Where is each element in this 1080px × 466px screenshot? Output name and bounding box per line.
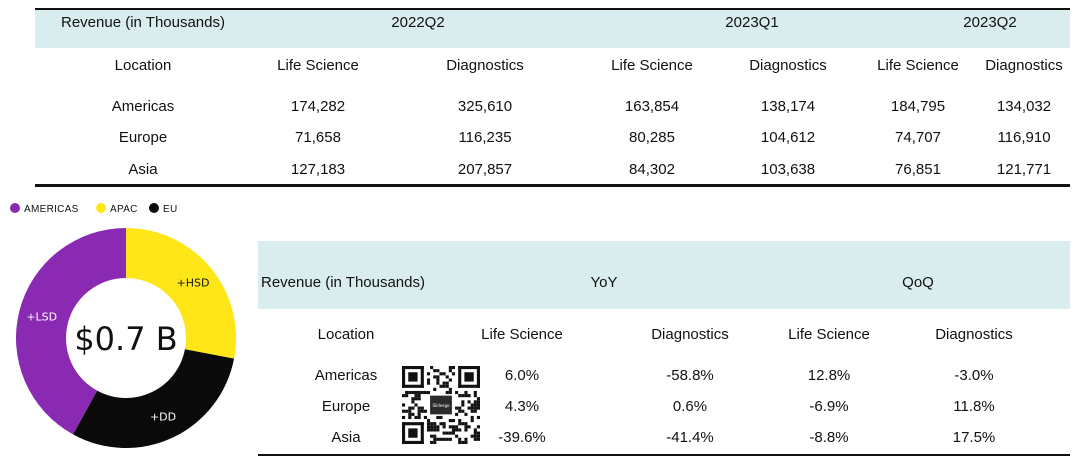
donut-slice-label: +HSD bbox=[176, 276, 210, 290]
table-cell: 0.6% bbox=[672, 398, 708, 415]
table-cell: 80,285 bbox=[629, 129, 675, 146]
qr-code-icon[interactable] bbox=[402, 366, 480, 444]
table-cell: 174,282 bbox=[290, 98, 346, 115]
donut-slice-label: +DD bbox=[149, 410, 177, 424]
table-cell: 116,910 bbox=[997, 129, 1051, 146]
table-bottom-rule bbox=[35, 184, 1070, 187]
top-segment-header: Life Science bbox=[877, 57, 959, 74]
table-cell: 6.0% bbox=[504, 367, 540, 384]
table-cell: 17.5% bbox=[952, 429, 996, 446]
table-cell: 134,032 bbox=[996, 98, 1052, 115]
table-cell: 4.3% bbox=[504, 398, 540, 415]
bottom-row-location: Europe bbox=[321, 398, 371, 415]
top-row-location: Americas bbox=[111, 98, 175, 115]
legend-label: EU bbox=[163, 204, 178, 215]
top-row-location: Europe bbox=[118, 129, 168, 146]
top-segment-header: Life Science bbox=[611, 57, 693, 74]
table-cell: 121,771 bbox=[996, 161, 1052, 178]
table-cell: -3.0% bbox=[954, 367, 994, 384]
table-bottom-rule bbox=[258, 454, 1070, 456]
table-cell: 163,854 bbox=[624, 98, 680, 115]
legend-item-eu bbox=[149, 203, 178, 215]
donut-center-total: $0.7 B bbox=[74, 320, 178, 358]
table-cell: 184,795 bbox=[890, 98, 946, 115]
top-segment-header: Diagnostics bbox=[985, 57, 1063, 74]
top-row-location: Asia bbox=[128, 161, 158, 178]
donut-slice-label: +LSD bbox=[26, 310, 58, 324]
top-segment-header: Diagnostics bbox=[446, 57, 524, 74]
table-cell: 104,612 bbox=[760, 129, 816, 146]
top-period-2023q2: 2023Q2 bbox=[963, 14, 1017, 31]
table-cell: 74,707 bbox=[895, 129, 941, 146]
legend-swatch-icon bbox=[149, 203, 159, 213]
table-cell: 71,658 bbox=[295, 129, 341, 146]
bottom-segment-header: Diagnostics bbox=[935, 326, 1013, 343]
donut-slice-eu bbox=[73, 349, 234, 448]
table-cell: 76,851 bbox=[895, 161, 941, 178]
table-cell: 12.8% bbox=[807, 367, 851, 384]
table-cell: 116,235 bbox=[458, 129, 512, 146]
top-segment-header: Diagnostics bbox=[749, 57, 827, 74]
bottom-period-yoy: YoY bbox=[590, 274, 618, 291]
bottom-row-location: Americas bbox=[314, 367, 378, 384]
table-cell: 103,638 bbox=[760, 161, 816, 178]
top-period-2022q2: 2022Q2 bbox=[391, 14, 445, 31]
legend-item-americas bbox=[10, 203, 79, 215]
legend-label: APAC bbox=[110, 204, 138, 215]
table-cell: -39.6% bbox=[498, 429, 546, 446]
legend-item-apac bbox=[96, 203, 138, 215]
table-cell: -6.9% bbox=[809, 398, 849, 415]
bottom-segment-header: Life Science bbox=[788, 326, 870, 343]
legend-swatch-icon bbox=[10, 203, 20, 213]
top-revenue-table bbox=[35, 8, 1070, 188]
bottom-segment-header: Diagnostics bbox=[651, 326, 729, 343]
top-period-2023q1: 2023Q1 bbox=[725, 14, 779, 31]
table-cell: 11.8% bbox=[953, 398, 995, 415]
table-cell: 138,174 bbox=[760, 98, 816, 115]
qr-badge-text: Slidesgo bbox=[432, 403, 450, 409]
table-cell: 207,857 bbox=[457, 161, 513, 178]
top-location-header: Location bbox=[114, 57, 172, 74]
growth-table bbox=[258, 241, 1070, 459]
table-cell: -8.8% bbox=[809, 429, 849, 446]
bottom-row-location: Asia bbox=[331, 429, 361, 446]
bottom-header-label: Revenue (in Thousands) bbox=[261, 274, 425, 291]
legend-label: AMERICAS bbox=[24, 204, 79, 215]
bottom-location-header: Location bbox=[317, 326, 375, 343]
table-cell: 325,610 bbox=[457, 98, 513, 115]
bottom-period-qoq: QoQ bbox=[902, 274, 934, 291]
bottom-segment-header: Life Science bbox=[481, 326, 563, 343]
table-cell: 127,183 bbox=[290, 161, 346, 178]
revenue-donut-chart bbox=[10, 222, 242, 454]
legend-swatch-icon bbox=[96, 203, 106, 213]
top-header-label: Revenue (in Thousands) bbox=[61, 14, 225, 31]
table-cell: -58.8% bbox=[666, 367, 714, 384]
table-cell: -41.4% bbox=[666, 429, 714, 446]
table-cell: 84,302 bbox=[629, 161, 675, 178]
top-segment-header: Life Science bbox=[277, 57, 359, 74]
